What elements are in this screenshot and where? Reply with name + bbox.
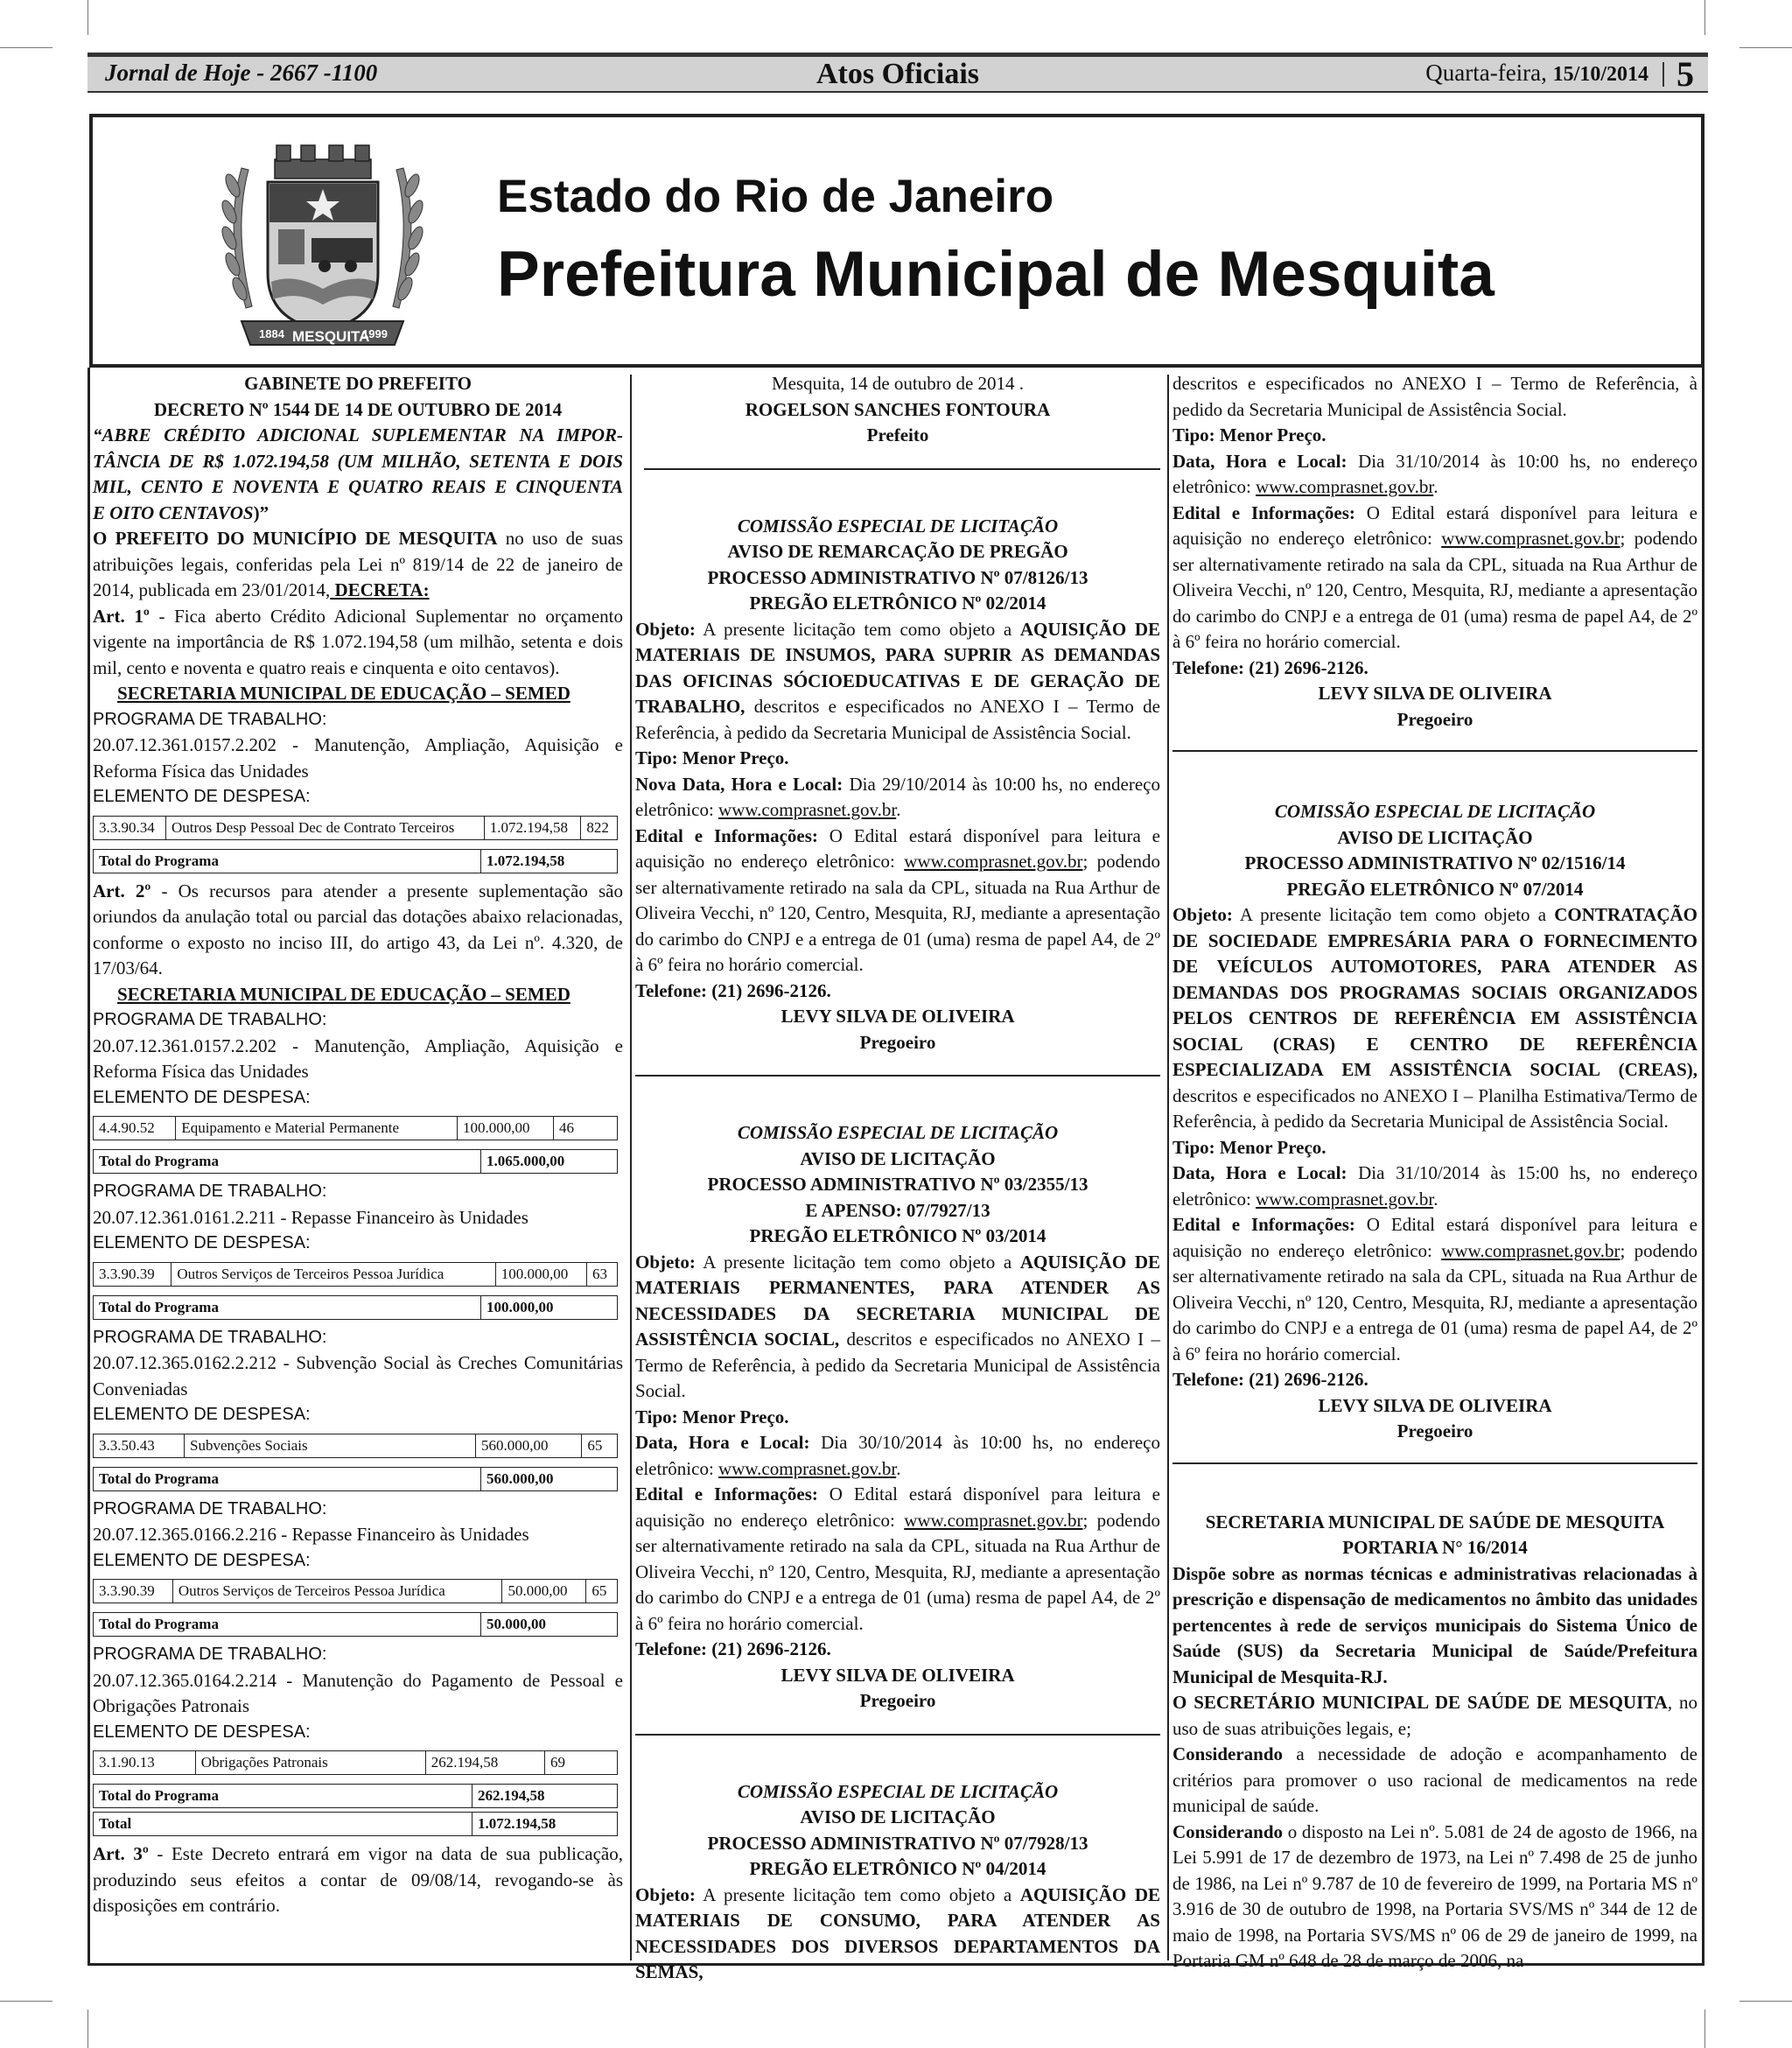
table-cell: Outros Serviços de Terceiros Pessoa Jurídica — [172, 1262, 495, 1286]
signatory-title: Pregoeiro — [859, 1031, 936, 1053]
notice-edital — [1172, 1212, 1698, 1367]
table-row — [94, 1785, 618, 1808]
place-date: Mesquita, 14 de outubro de 2014 . — [771, 373, 1025, 394]
total-label: Total do Programa — [94, 849, 481, 873]
total-value: 50.000,00 — [481, 1613, 618, 1637]
crop-mark — [1740, 2001, 1792, 2002]
state-title: Estado do Rio de Janeiro — [497, 171, 1054, 222]
label: Edital e Informações: — [1172, 1214, 1355, 1235]
crop-mark — [1704, 0, 1705, 35]
section-heading: GABINETE DO PREFEITO — [244, 373, 472, 394]
table-row — [94, 1262, 618, 1286]
intro-bold: O PREFEITO DO MUNICÍPIO DE MESQUITA — [93, 528, 498, 549]
notice-type: AVISO DE REMARCAÇÃO DE PREGÃO — [727, 541, 1068, 562]
column-divider — [630, 375, 632, 1960]
object-bold: AQUISIÇÃO DE MATERIAIS DE INSUMOS, PARA SUPRIR AS DEMANDAS DAS OFICINAS SÓCIOEDUCATIVAS E DE GERAÇÃO DE TRABALHO, — [635, 618, 1160, 717]
notice-date: Data, Hora e Local: Dia 31/10/2014 às 15:00 hs, no endereço eletrônico: www.comprasnet.gov.br. — [1172, 1162, 1698, 1210]
program-text: 20.07.12.365.0166.2.216 - Repasse Financeiro às Unidades — [93, 1524, 529, 1545]
crest-year-right: 1999 — [362, 327, 388, 340]
signatory-name: LEVY SILVA DE OLIVEIRA — [780, 1006, 1015, 1027]
text: ; podendo ser alternativamente retirado na sala da CPL, situada na Rua Arthur de Oliveira Vecchi, nº 120, Centro, Mesquita, RJ, mediante a apresentação do carimbo do CNPJ e a entrega de 01 (uma) resma de papel A4, de 2º à 6º feira no horário comercial. — [635, 1509, 1161, 1634]
total-value: 262.194,58 — [472, 1785, 618, 1808]
total-table — [93, 1295, 618, 1320]
notice-tipo: Tipo: Menor Preço. — [635, 747, 789, 768]
table-cell: 100.000,00 — [458, 1117, 554, 1140]
decree-title-line: E OITO CENTAVOS — [93, 501, 254, 523]
object-bold: AQUISIÇÃO DE MATERIAIS DE CONSUMO, PARA ATENDER AS NECESSIDADES DOS DIVERSOS DEPARTAMENTOS DA SEMAS, — [635, 1883, 1160, 1982]
decree-title — [93, 474, 623, 501]
notice-object — [635, 1883, 1160, 1986]
notice-pregao: PREGÃO ELETRÔNICO Nº 03/2014 — [749, 1225, 1046, 1246]
table-cell: 65 — [582, 1434, 618, 1457]
table-cell: 1.072.194,58 — [484, 816, 581, 839]
mesquita-coat-of-arms-icon — [206, 142, 438, 352]
divider — [1172, 1462, 1698, 1464]
table-cell: 3.3.90.39 — [94, 1262, 172, 1286]
text: ; podendo ser alternativamente retirado na sala da CPL, situada na Rua Arthur de Oliveira Vecchi, nº 120, Centro, Mesquita, RJ, mediante a apresentação do carimbo do CNPJ e a entrega de 01 (uma) resma de papel A4, de 2º à 6º feira no horário comercial. — [1172, 1239, 1698, 1364]
grand-total-table — [93, 1812, 618, 1836]
notice-process: PROCESSO ADMINISTRATIVO Nº 07/7928/13 — [707, 1832, 1088, 1854]
newspaper-name: Jornal de Hoje - 2667 -1100 — [105, 60, 378, 86]
notice-date: Nova Data, Hora e Local: Dia 29/10/2014 às 10:00 hs, no endereço eletrônico: www.comprasnet.gov.br. — [635, 773, 1160, 820]
website-link[interactable]: www.comprasnet.gov.br — [1441, 528, 1620, 549]
element-label: ELEMENTO DE DESPESA: — [93, 1087, 311, 1107]
text: , no uso de suas atribuições legais, e; — [1172, 1692, 1698, 1739]
article-text: - Fica aberto Crédito Adicional Suplementar no orçamento vigente na importância de R$ 1.072.194,58 (um milhão, setenta e dois mil, cento e noventa e quatro reais e cinquenta e oito centavos). — [93, 605, 623, 678]
total-label: Total do Programa — [94, 1613, 481, 1637]
article-text: - Os recursos para atender a presente suplementação são oriundos da anulação total ou parcial das dotações abaixo relacionadas, conforme o exposto no inciso III, do artigo 43, da Lei nº. 4.320, de 17/03/64. — [93, 880, 623, 978]
decree-title-line: MIL, CENTO E NOVENTA E QUATRO REAIS E CINQUENTA — [93, 476, 623, 497]
page-number: 5 — [1676, 54, 1694, 94]
table-cell: Outros Serviços de Terceiros Pessoa Jurídica — [172, 1580, 502, 1603]
text: A presente licitação tem como objeto a — [695, 618, 1020, 640]
city-title: Prefeitura Municipal de Mesquita — [497, 239, 1494, 310]
program-text: 20.07.12.361.0157.2.202 - Manutenção, Ampliação, Aquisição e Reforma Física das Unidades — [93, 734, 623, 782]
secretariat-heading: SECRETARIA MUNICIPAL DE EDUCAÇÃO – SEMED — [117, 983, 570, 1005]
label: Edital e Informações: — [635, 824, 818, 846]
total-value: 100.000,00 — [481, 1295, 618, 1319]
notice-tipo: Tipo: Menor Preço. — [635, 1406, 789, 1427]
signatory-title: Pregoeiro — [859, 1690, 936, 1711]
notice-tipo: Tipo: Menor Preço. — [1172, 424, 1326, 445]
table-cell: 63 — [587, 1262, 618, 1286]
notice-process: PROCESSO ADMINISTRATIVO Nº 03/2355/13 — [707, 1174, 1088, 1195]
website-link[interactable]: www.comprasnet.gov.br — [904, 851, 1083, 872]
notice-pregao: PREGÃO ELETRÔNICO Nº 04/2014 — [749, 1858, 1046, 1879]
website-link[interactable]: www.comprasnet.gov.br — [718, 799, 897, 820]
table-row — [94, 1117, 618, 1140]
signatory-title: Pregoeiro — [1396, 708, 1474, 730]
table-row — [94, 1467, 618, 1490]
page-header — [88, 53, 1708, 93]
ordinance-considerando — [1172, 1820, 1698, 1974]
program-text: 20.07.12.361.0157.2.202 - Manutenção, Ampliação, Aquisição e Reforma Física das Unidades — [93, 1035, 623, 1082]
decree-title-line: “ABRE CRÉDITO ADICIONAL SUPLEMENTAR NA IMPOR- — [93, 424, 623, 445]
notice-pregao: PREGÃO ELETRÔNICO Nº 02/2014 — [749, 593, 1046, 614]
expense-table — [93, 1262, 618, 1287]
total-label: Total do Programa — [94, 1785, 472, 1808]
table-cell: 3.3.90.34 — [94, 816, 166, 839]
signatory-name: LEVY SILVA DE OLIVEIRA — [1318, 1394, 1552, 1416]
label: Data, Hora e Local: — [1172, 1162, 1348, 1183]
masthead-banner — [89, 114, 1704, 368]
expense-table — [93, 1434, 618, 1458]
table-cell: 3.3.50.43 — [94, 1434, 185, 1457]
ordinance-number: PORTARIA N° 16/2014 — [1342, 1537, 1528, 1558]
table-cell: 262.194,58 — [425, 1751, 544, 1775]
ordinance-intro — [1172, 1690, 1698, 1742]
decree-title — [93, 501, 623, 527]
notice-object — [1172, 902, 1698, 1135]
crop-mark — [1704, 2009, 1705, 2048]
text: Dia 31/10/2014 às 10:00 hs, no endereço eletrônico: — [1172, 450, 1698, 497]
weekday: Quarta-feira, — [1425, 60, 1553, 86]
notice-commission: COMISSÃO ESPECIAL DE LICITAÇÃO — [737, 1122, 1059, 1143]
element-label: ELEMENTO DE DESPESA: — [93, 1233, 311, 1252]
total-table — [93, 1612, 618, 1637]
total-value: 1.065.000,00 — [481, 1150, 618, 1174]
notice-commission: COMISSÃO ESPECIAL DE LICITAÇÃO — [1274, 801, 1596, 822]
text: A presente licitação tem como objeto a — [1232, 904, 1555, 925]
table-row — [94, 1434, 618, 1457]
notice-object — [635, 617, 1160, 747]
column-3-notices — [1172, 371, 1698, 1974]
column-1-decree — [93, 371, 623, 1919]
crop-mark — [1740, 47, 1792, 48]
notice-process: PROCESSO ADMINISTRATIVO Nº 02/1516/14 — [1244, 852, 1626, 873]
element-label: ELEMENTO DE DESPESA: — [93, 787, 311, 806]
label: Objeto: — [635, 618, 696, 640]
text: Dia 30/10/2014 às 10:00 hs, no endereço eletrônico: — [635, 1432, 1160, 1479]
notice-phone: Telefone: (21) 2696-2126. — [1172, 1369, 1368, 1390]
notice-process: PROCESSO ADMINISTRATIVO Nº 07/8126/13 — [707, 566, 1088, 588]
table-cell: 822 — [581, 816, 618, 839]
decree-title — [93, 449, 623, 475]
notice-edital — [635, 1482, 1160, 1637]
decree-title-close: )” — [253, 501, 270, 523]
label: Objeto: — [635, 1251, 696, 1273]
notice-date: Data, Hora e Local: Dia 31/10/2014 às 10:00 hs, no endereço eletrônico: www.comprasnet.gov.br. — [1172, 450, 1698, 497]
program-text: 20.07.12.365.0162.2.212 - Subvenção Social às Creches Comunitárias Conveniadas — [93, 1352, 623, 1399]
notice-phone: Telefone: (21) 2696-2126. — [635, 979, 831, 1001]
total-label: Total do Programa — [94, 1150, 481, 1174]
notice-edital — [1172, 501, 1698, 656]
program-text: 20.07.12.361.0161.2.211 - Repasse Financeiro às Unidades — [93, 1206, 528, 1228]
label: Edital e Informações: — [1172, 501, 1355, 523]
table-cell: 65 — [586, 1580, 618, 1603]
decreta: DECRETA: — [330, 579, 430, 600]
table-cell: 100.000,00 — [495, 1262, 586, 1286]
table-cell: Equipamento e Material Permanente — [176, 1117, 458, 1140]
text: a necessidade de adoção e acompanhamento de critérios para promover o uso racional de medicamentos na rede municipal de saúde. — [1172, 1743, 1698, 1816]
notice-phone: Telefone: (21) 2696-2126. — [1172, 656, 1368, 678]
expense-table — [93, 816, 618, 840]
program-label: PROGRAMA DE TRABALHO: — [93, 1182, 327, 1201]
element-label: ELEMENTO DE DESPESA: — [93, 1722, 311, 1742]
total-table — [93, 1467, 618, 1491]
table-row — [94, 1751, 618, 1775]
object-bold: CONTRATAÇÃO DE SOCIEDADE EMPRESÁRIA PARA O FORNECIMENTO DE VEÍCULOS AUTOMOTORES, PARA ATENDER AS DEMANDAS DOS PROGRAMAS SOCIAIS ORGANIZADOS PELOS CENTROS DE REFERÊNCIA EM ASSISTÊNCIA SOCIAL (CRAS) E CENTRO DE REFERÊNCIA ESPECIALIZADA EM ASSISTÊNCIA SOCIAL (CREAS), — [1172, 904, 1698, 1080]
total-label: Total — [94, 1813, 472, 1836]
element-label: ELEMENTO DE DESPESA: — [93, 1405, 311, 1424]
program-label: PROGRAMA DE TRABALHO: — [93, 1645, 327, 1664]
notice-edital — [635, 824, 1160, 978]
table-cell: Obrigações Patronais — [195, 1751, 425, 1775]
decree-title — [93, 423, 623, 449]
text: descritos e especificados no ANEXO I – Termo de Referência, à pedido da Secretaria Municipal de Assistência Social. — [635, 696, 1160, 743]
website-link[interactable]: www.comprasnet.gov.br — [1441, 1239, 1620, 1261]
decree-title-line: TÂNCIA DE R$ 1.072.194,58 (UM MILHÃO, SETENTA E DOIS — [93, 450, 623, 472]
text: ; podendo ser alternativamente retirado na sala da CPL, situada na Rua Arthur de Oliveira Vecchi, nº 120, Centro, Mesquita, RJ, mediante a apresentação do carimbo do CNPJ e a entrega de 01 (uma) resma de papel A4, de 2º à 6º feira no horário comercial. — [1172, 528, 1698, 652]
program-label: PROGRAMA DE TRABALHO: — [93, 709, 327, 729]
text: descritos e especificados no ANEXO I – Termo de Referência, à pedido da Secretaria Municipal de Assistência Social. — [635, 1329, 1160, 1401]
label: Considerando — [1172, 1820, 1284, 1842]
total-table — [93, 1784, 618, 1808]
table-row — [94, 849, 618, 873]
program-label: PROGRAMA DE TRABALHO: — [93, 1327, 327, 1347]
text: Dia 29/10/2014 às 10:00 hs, no endereço eletrônico: — [635, 773, 1160, 820]
article-label: Art. 1º — [93, 605, 150, 627]
secretariat-heading: SECRETARIA MUNICIPAL DE EDUCAÇÃO – SEMED — [117, 683, 570, 704]
total-value: 560.000,00 — [481, 1467, 618, 1490]
notice-type: AVISO DE LICITAÇÃO — [800, 1147, 996, 1169]
total-table — [93, 849, 618, 873]
column-2-notices — [635, 371, 1160, 1986]
text: O Edital estará disponível para leitura e aquisição no endereço eletrônico: — [635, 1483, 1161, 1531]
intro-text: no uso de suas atribuições legais, conferidas pela Lei nº 819/14 de 22 de janeiro de 2014, publicada em 23/01/2014, — [93, 528, 623, 600]
column-divider — [1167, 375, 1169, 1960]
notice-commission: COMISSÃO ESPECIAL DE LICITAÇÃO — [737, 515, 1059, 537]
table-row — [94, 1150, 618, 1174]
text: ; podendo ser alternativamente retirado na sala da CPL, situada na Rua Arthur de Oliveira Vecchi, nº 120, Centro, Mesquita, RJ, mediante a apresentação do carimbo do CNPJ e a entrega de 01 (uma) resma de papel A4, de 2º à 6º feira no horário comercial. — [635, 851, 1161, 975]
crop-mark — [0, 2001, 52, 2002]
crest-city-name: MESQUITA — [292, 328, 370, 345]
signatory-title: Pregoeiro — [1396, 1420, 1474, 1441]
table-cell: 3.3.90.39 — [94, 1580, 173, 1603]
website-link[interactable]: www.comprasnet.gov.br — [1256, 1188, 1434, 1210]
table-cell: 4.4.90.52 — [94, 1117, 176, 1140]
article-1 — [93, 604, 623, 682]
label: Edital e Informações: — [635, 1483, 818, 1504]
divider — [635, 1734, 1160, 1736]
total-label: Total do Programa — [94, 1295, 481, 1319]
table-cell: Outros Desp Pessoal Dec de Contrato Terceiros — [166, 816, 485, 839]
divider — [1172, 750, 1698, 752]
program-label: PROGRAMA DE TRABALHO: — [93, 1498, 327, 1518]
website-link[interactable]: www.comprasnet.gov.br — [904, 1509, 1083, 1531]
website-link[interactable]: www.comprasnet.gov.br — [1256, 476, 1434, 497]
label: Data, Hora e Local: — [1172, 450, 1348, 472]
expense-table — [93, 1750, 618, 1775]
article-text: - Este Decreto entrará em vigor na data de sua publicação, produzindo seus efeitos a contar de 09/08/14, revogando-se às disposições em contrário. — [93, 1843, 623, 1916]
notice-commission: COMISSÃO ESPECIAL DE LICITAÇÃO — [737, 1780, 1059, 1802]
ordinance-ementa: Dispõe sobre as normas técnicas e administrativas relacionadas à prescrição e dispensação de medicamentos no âmbito das unidades pertencentes à rede de serviços municipais do Sistema Único de Saúde (SUS) da Secretaria Municipal de Saúde/Prefeitura Municipal de Mesquita-RJ. — [1172, 1562, 1698, 1687]
table-cell: 560.000,00 — [476, 1434, 582, 1457]
signatory-name: LEVY SILVA DE OLIVEIRA — [780, 1664, 1015, 1686]
text: O Edital estará disponível para leitura e aquisição no endereço eletrônico: — [635, 824, 1161, 872]
table-row — [94, 1295, 618, 1319]
article-3 — [93, 1841, 623, 1919]
total-value: 1.072.194,58 — [481, 849, 618, 873]
label: Nova Data, Hora e Local: — [635, 773, 844, 795]
text: O Edital estará disponível para leitura e aquisição no endereço eletrônico: — [1172, 501, 1698, 549]
notice-phone: Telefone: (21) 2696-2126. — [635, 1638, 831, 1659]
table-row — [94, 816, 618, 839]
website-link[interactable]: www.comprasnet.gov.br — [718, 1457, 897, 1479]
element-label: ELEMENTO DE DESPESA: — [93, 1550, 311, 1570]
total-value: 1.072.194,58 — [472, 1813, 618, 1836]
total-table — [93, 1149, 618, 1174]
notice-tipo: Tipo: Menor Preço. — [1172, 1136, 1326, 1158]
text: A presente licitação tem como objeto a — [695, 1251, 1020, 1273]
table-row — [94, 1580, 618, 1603]
notice-pregao: PREGÃO ELETRÔNICO Nº 07/2014 — [1286, 878, 1584, 900]
signatory-name: LEVY SILVA DE OLIVEIRA — [1318, 683, 1552, 704]
program-text: 20.07.12.365.0164.2.214 - Manutenção do Pagamento de Pessoal e Obrigações Patronais — [93, 1669, 623, 1716]
program-label: PROGRAMA DE TRABALHO: — [93, 1010, 327, 1029]
intro-bold: O SECRETÁRIO MUNICIPAL DE SAÚDE DE MESQUITA — [1172, 1692, 1668, 1713]
article-label: Art. 3º — [93, 1843, 149, 1864]
decree-intro — [93, 526, 623, 604]
table-cell: 3.1.90.13 — [94, 1751, 196, 1775]
text: O Edital estará disponível para leitura e aquisição no endereço eletrônico: — [1172, 1214, 1698, 1261]
crest-year-left: 1884 — [259, 327, 284, 340]
divider — [644, 468, 1160, 470]
table-row — [94, 1613, 618, 1637]
text: A presente licitação tem como objeto a — [695, 1883, 1020, 1905]
notice-object — [635, 1250, 1160, 1405]
table-cell: 50.000,00 — [502, 1580, 586, 1603]
notice-type: AVISO DE LICITAÇÃO — [1337, 826, 1533, 848]
table-row — [94, 1813, 618, 1836]
label: Data, Hora e Local: — [635, 1432, 810, 1453]
table-cell: 46 — [554, 1117, 618, 1140]
mayor-name: ROGELSON SANCHES FONTOURA — [745, 398, 1051, 420]
text: o disposto na Lei nº. 5.081 de 24 de agosto de 1966, na Lei 5.991 de 17 de dezembro de 1973, na Lei nº 7.498 de 25 de junho de 1986, na Lei nº 9.787 de 10 de fevereiro de 1999, na Portaria MS nº 3.916 de 30 de outubro de 1998, na Portaria SVS/MS nº 344 de 12 de maio de 1998, na Portaria SVS/MS nº 06 de 29 de janeiro de 1999, na Portaria GM nº 648 de 28 de março de 2006, na — [1172, 1820, 1698, 1971]
notice-type: AVISO DE LICITAÇÃO — [800, 1806, 996, 1827]
text: Dia 31/10/2014 às 15:00 hs, no endereço eletrônico: — [1172, 1162, 1698, 1210]
label: Objeto: — [1172, 904, 1233, 925]
label: Considerando — [1172, 1743, 1284, 1764]
notice-date: Data, Hora e Local: Dia 30/10/2014 às 10:00 hs, no endereço eletrônico: www.comprasnet.gov.br. — [635, 1432, 1160, 1479]
header-separator — [1662, 62, 1664, 87]
text: descritos e especificados no ANEXO I – Planilha Estimativa/Termo de Referência, à pedido da Secretaria Municipal de Assistência Social. — [1172, 1084, 1698, 1132]
expense-table — [93, 1116, 618, 1140]
issue-date — [1425, 60, 1648, 87]
notice-apenso: E APENSO: 07/7927/13 — [805, 1199, 990, 1221]
table-cell: 69 — [545, 1751, 618, 1775]
decree-number: DECRETO Nº 1544 DE 14 DE OUTUBRO DE 2014 — [153, 398, 563, 420]
mayor-title: Prefeito — [866, 424, 929, 445]
ordinance-considerando — [1172, 1742, 1698, 1820]
table-cell: Subvenções Sociais — [185, 1434, 476, 1457]
label: Objeto: — [635, 1883, 696, 1905]
crop-mark — [0, 47, 52, 48]
total-label: Total do Programa — [94, 1467, 481, 1490]
expense-table — [93, 1579, 618, 1603]
article-2 — [93, 879, 623, 982]
section-title: Atos Oficiais — [816, 58, 980, 90]
article-label: Art. 2º — [93, 880, 151, 901]
continued-text: descritos e especificados no ANEXO I – Termo de Referência, à pedido da Secretaria Municipal de Assistência Social. — [1172, 373, 1698, 420]
divider — [635, 1075, 1160, 1077]
ordinance-heading: SECRETARIA MUNICIPAL DE SAÚDE DE MESQUITA — [1205, 1511, 1665, 1532]
object-bold: AQUISIÇÃO DE MATERIAIS PERMANENTES, PARA ATENDER AS NECESSIDADES DA SECRETARIA MUNICIPAL DE ASSISTÊNCIA SOCIAL, — [635, 1251, 1160, 1350]
date: 15/10/2014 — [1552, 63, 1648, 86]
